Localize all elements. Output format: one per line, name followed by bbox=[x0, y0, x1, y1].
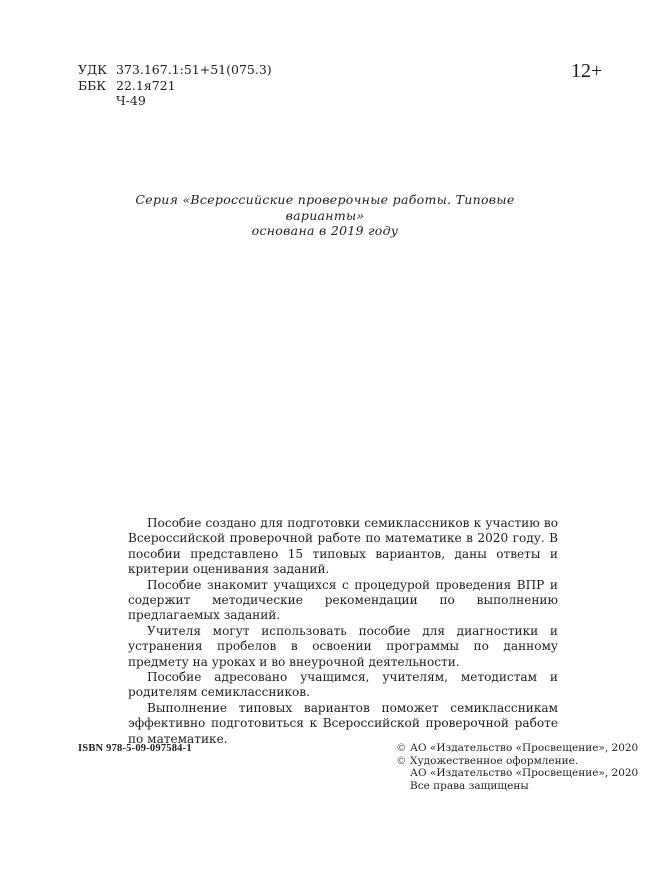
copyright-line-1: АО «Издательство «Просвещение», 2020 bbox=[410, 742, 639, 754]
udk-value: 373.167.1:51+51(075.3) bbox=[116, 62, 272, 77]
bbk-label: ББК bbox=[78, 77, 107, 93]
annotation-paragraph: Пособие создано для подготовки семиклассников к участию во Всероссийской проверочной работе по математике в 2020 году. В пособии представлено 15 типовых вариантов, даны ответы и критерии оценивания заданий. bbox=[128, 516, 558, 577]
copyright-block bbox=[396, 742, 638, 792]
library-classification bbox=[78, 62, 272, 109]
isbn: ISBN 978-5-09-097584-1 bbox=[78, 743, 192, 754]
series-line-1: Серия «Всероссийские проверочные работы. Типовые варианты» bbox=[135, 192, 515, 223]
annotation-paragraph: Пособие знакомит учащихся с процедурой проведения ВПР и содержит методические рекомендации по выполнению предлагаемых заданий. bbox=[128, 577, 558, 623]
copyright-line-4: Все права защищены bbox=[410, 779, 529, 792]
series-line-2: основана в 2019 году bbox=[251, 223, 399, 238]
author-mark: Ч-49 bbox=[116, 93, 146, 108]
copyright-icon: © bbox=[396, 754, 407, 767]
annotation-paragraph: Пособие адресовано учащимся, учителям, методистам и родителям семиклассников. bbox=[128, 670, 558, 700]
annotation bbox=[128, 516, 558, 747]
bbk-value: 22.1я721 bbox=[116, 77, 176, 93]
copyright-line-2: Художественное оформление. bbox=[410, 754, 579, 767]
udk-label: УДК bbox=[78, 62, 107, 77]
udk-row bbox=[78, 62, 272, 78]
annotation-paragraph: Учителя могут использовать пособие для диагностики и устранения пробелов в освоении программы по данному предмету на уроках и во внеурочной деятельности. bbox=[128, 623, 558, 669]
copyright-line-3: АО «Издательство «Просвещение», 2020 bbox=[410, 767, 639, 779]
annotation-paragraph: Выполнение типовых вариантов поможет семиклассникам эффективно подготовиться к Всероссийской проверочной работе по математике. bbox=[128, 700, 558, 746]
copyright-icon: © bbox=[396, 742, 407, 754]
bbk-row bbox=[78, 78, 272, 94]
age-rating: 12+ bbox=[571, 60, 603, 82]
series-note bbox=[100, 192, 550, 239]
author-mark-row bbox=[78, 93, 272, 109]
